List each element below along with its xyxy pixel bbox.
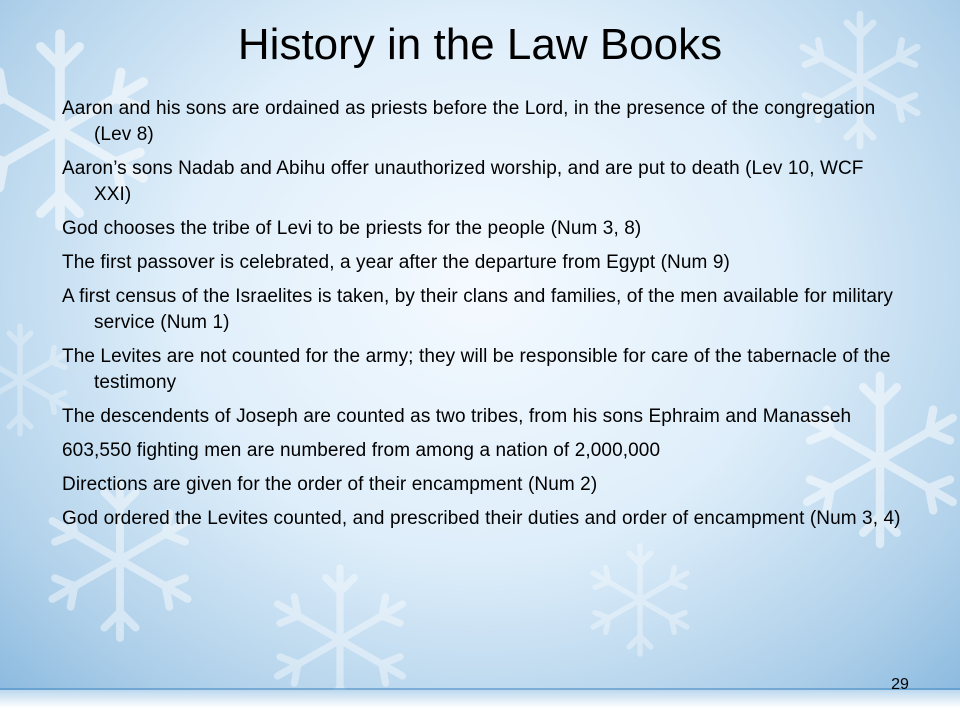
list-item: God ordered the Levites counted, and prescribed their duties and order of encampment (Num 3, 4) — [62, 508, 901, 529]
snowflake-icon — [593, 546, 687, 654]
list-item: 603,550 fighting men are numbered from among a nation of 2,000,000 — [62, 440, 661, 461]
list-item: Aaron and his sons are ordained as priests before the Lord, in the presence of the congregation (Lev 8) — [62, 98, 876, 145]
list-item: Aaron’s sons Nadab and Abihu offer unauthorized worship, and are put to death (Lev 10, WCF XXI) — [62, 158, 864, 205]
list-item: Directions are given for the order of their encampment (Num 2) — [62, 474, 598, 495]
snowflake-icon — [0, 326, 67, 434]
bullet-list — [62, 96, 902, 540]
slide-title: History in the Law Books — [237, 20, 723, 69]
list-item: The descendents of Joseph are counted as two tribes, from his sons Ephraim and Manasseh — [62, 406, 852, 427]
list-item: The first passover is celebrated, a year after the departure from Egypt (Num 9) — [62, 252, 730, 273]
footer-bar — [0, 690, 960, 720]
list-item: A first census of the Israelites is taken, by their clans and families, of the men available for military service (Num 1) — [62, 286, 894, 333]
page-number: 29 — [891, 676, 909, 693]
list-item: The Levites are not counted for the army; they will be responsible for care of the tabernacle of the testimony — [62, 346, 891, 393]
list-item: God chooses the tribe of Levi to be priests for the people (Num 3, 8) — [62, 218, 642, 239]
